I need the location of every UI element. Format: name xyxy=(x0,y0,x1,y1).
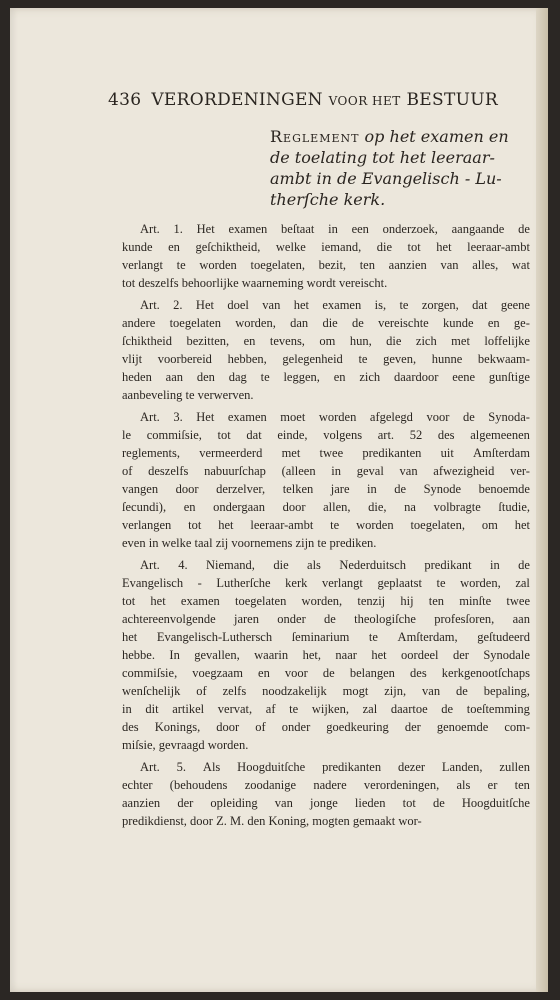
section-title-line: de toelating tot het leeraar- xyxy=(270,148,495,167)
text-line: in dit artikel vervat, af te wijken, zal daartoe de toeſtemming xyxy=(122,702,530,716)
text-line: tot het examen toegelaten worden, tenzij hij ten minſte twee xyxy=(122,594,530,608)
text-line: Evangelisch - Lutherſche kerk verlangt geplaatst te worden, zal xyxy=(122,576,530,590)
section-title-line: ambt in de Evangelisch - Lu- xyxy=(270,169,502,188)
text-line: echter (behoudens zoodanige nadere verordeningen, als er ten xyxy=(122,778,530,792)
page-number: 436 xyxy=(108,90,142,110)
text-line: ſchiktheid bezitten, en tevens, om hun, die zich met loffelijke xyxy=(122,334,530,348)
article-paragraph xyxy=(122,220,530,292)
text-line: Art. 2. Het doel van het examen is, te zorgen, dat geene xyxy=(140,298,530,312)
article-paragraph xyxy=(122,556,530,754)
text-line: achtereenvolgende jaren onder de theologiſche profesſoren, aan xyxy=(122,612,530,626)
text-line: wenſchelijk of zelfs noodzakelijk mogt zijn, van de bepaling, xyxy=(122,684,530,698)
text-line: aanbeveling te verwerven. xyxy=(122,388,254,402)
text-line: vlijt voorbereid hebben, gelegenheid te geven, hunne bekwaam- xyxy=(122,352,530,366)
header-title-part2: VOOR HET xyxy=(328,94,401,108)
text-line: ſecundi), en ondergaan door allen, die, na volbragte ſtudie, xyxy=(122,500,530,514)
text-line: reglements, vermeerderd met twee predikanten uit Amſterdam xyxy=(122,446,530,460)
header-title-part3: BESTUUR xyxy=(406,90,498,110)
text-line: hebbe. In gevallen, waarin het, naar het oordeel der Synodale xyxy=(122,648,530,662)
section-title-line: op het examen en xyxy=(364,127,509,146)
section-title-lead: Reglement xyxy=(270,127,360,146)
text-line: verlangt te worden toegelaten, bezit, ten aanzien van alles, wat xyxy=(122,258,530,272)
text-line: le commiſsie, tot dat einde, volgens art. 52 des algemeenen xyxy=(122,428,530,442)
text-line: des Konings, door of onder goedkeuring der genoemde com- xyxy=(122,720,530,734)
text-line: Art. 3. Het examen moet worden afgelegd voor de Synoda- xyxy=(140,410,530,424)
text-line: of deszelfs nabuurſchap (alleen in geval van afwezigheid ver- xyxy=(122,464,530,478)
section-title-line: therſche kerk. xyxy=(270,190,386,209)
text-line: heden aan den dag te leggen, en zich daardoor eene gunſtige xyxy=(122,370,530,384)
header-title-part1: VERORDENINGEN xyxy=(151,90,323,110)
text-line: andere toegelaten worden, dan die de vereischte kunde en ge- xyxy=(122,316,530,330)
text-line: verlangen tot het leeraar-ambt te worden toegelaten, om het xyxy=(122,518,530,532)
article-paragraph xyxy=(122,758,530,830)
text-line: miſsie, gevraagd worden. xyxy=(122,738,249,752)
text-line: kunde en geſchiktheid, welke iemand, die tot het leeraar-ambt xyxy=(122,240,530,254)
text-line: aanzien der opleiding van jonge lieden tot de Hoogduitſche xyxy=(122,796,530,810)
page-edge xyxy=(536,8,548,992)
text-line: het Evangelisch-Luthersch ſeminarium te Amſterdam, geſtudeerd xyxy=(122,630,530,644)
text-line: Art. 5. Als Hoogduitſche predikanten dezer Landen, zullen xyxy=(140,760,530,774)
text-line: Art. 4. Niemand, die als Nederduitsch predikant in de xyxy=(140,558,530,572)
text-line: predikdienst, door Z. M. den Koning, mogten gemaakt wor- xyxy=(122,814,422,828)
article-body xyxy=(122,216,530,830)
article-paragraph xyxy=(122,408,530,552)
text-line: commiſsie, voegzaam en voor de belangen des kerkgenootſchaps xyxy=(122,666,530,680)
section-title xyxy=(270,126,520,210)
article-paragraph xyxy=(122,296,530,404)
text-line: even in welke taal zij voornemens zijn te prediken. xyxy=(122,536,377,550)
text-line: Art. 1. Het examen beſtaat in een onderzoek, aangaande de xyxy=(140,222,530,236)
text-line: vangen door derzelver, telken jare in de Synode benoemde xyxy=(122,482,530,496)
text-line: tot deszelfs behoorlijke waarneming wordt vereischt. xyxy=(122,276,388,290)
running-header xyxy=(108,90,498,110)
